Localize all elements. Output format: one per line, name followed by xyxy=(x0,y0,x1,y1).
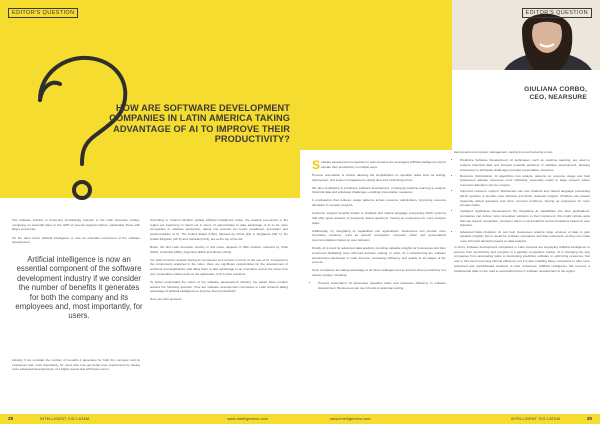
right-page xyxy=(300,0,600,424)
bullet-list xyxy=(312,281,446,290)
body-paragraph: deployments and system management, saving time and reducing errors. xyxy=(454,150,554,154)
list-item: • Intelligent Application Development: By integrating AI capabilities into their applications, companies can deliver more innovative solutions to their customers; this could include apps that use speech recognition, computer vision or personalized recommendations based on user behavior. xyxy=(460,209,590,228)
author-name: GIULIANA CORBO, xyxy=(524,86,587,93)
bullet-list xyxy=(454,158,590,244)
body-paragraph: Customer support benefits thanks to chatbots and natural language processing (NLP) systems that offer quick answers to frequently asked questions, freeing up employees for more complex tasks. xyxy=(312,211,446,225)
list-item: • Predictive Software Development: AI techniques, such as machine learning, are used to analyze historical data and forecast potential problems in software development, allowing businesses to anticipate challenges and take preventative measures. xyxy=(460,158,590,172)
drop-cap: S xyxy=(312,158,321,172)
page-footer xyxy=(0,414,300,424)
list-item: • Advanced Data Analytics: AI can help businesses analyze large volumes of data to gain valuable insights; this is useful for software companies and their customers, as they can make more informed decisions based on data analysis. xyxy=(460,230,590,244)
intro-paragraph: On the other hand, artificial intelligence is now an essential component of the software development xyxy=(12,235,140,245)
body-paragraph: Such companies are taking advantage of all these strategies and so improve their productivity in a variety of ways, including: xyxy=(312,268,446,278)
website-link[interactable]: www.intelligentcio.com xyxy=(227,417,268,421)
article-headline: HOW ARE SOFTWARE DEVELOPMENT COMPANIES IN LATIN AMERICA TAKING ADVANTAGE OF AI TO IMPROVE THEIR PRODUCTIVITY? xyxy=(109,103,290,145)
body-paragraph: For Latin America, despite having its economies at a turnout in terms of the use of AI, compared to the components analyzed in the index, there are significant opportunities for the development of solutions and applications that allow them to take advantage of an innovative and at the same time very competitive market such as the application of AI in their solutions. xyxy=(150,257,288,276)
list-item: • Resource Optimization: AI algorithms can analyze patterns on resource usage and help businesses allocate resources more efficiently, especially useful in large projects where resources allocation can be complex. xyxy=(460,174,590,188)
body-paragraph: In short, software development companies in Latin America are employing artificial intelligence to improve their productivity and compete in a globally competitive market. AI is changing the way companies from automating tasks to developing predictive software to optimizing resources. Not only is this trend improving internal efficiency, but it is also enabling these companies to offer more advanced and sophisticated solutions to their customers. Artificial intelligence has become a fundamental pillar on the road to successful future in software development in the region. xyxy=(454,245,590,273)
body-paragraph: According to ‘Informe Modelo’ update Artificial Intelligence Index, the leading economies in the region are beginning to stand out in terms of opportunities to take advantage of AI to be more competitive in software production, taking into account ten levels (readiness, innovation and implementation of AI. The United States (USA), followed by China (#1) to Singapore (SR 7), the United Kingdom (UK 8) and Canada (CA 9), are at the top of the list. xyxy=(150,218,288,241)
intro-column xyxy=(12,218,140,248)
intro-column-bottom xyxy=(12,358,140,376)
body-paragraph: To better understand the vision of the software development industry, we asked three modern leaders the following question: How are software development companies in Latin America taking advantage of artificial intelligence to improve their productivity? xyxy=(150,279,288,294)
answer-column-1 xyxy=(312,160,446,292)
page-footer xyxy=(300,414,600,424)
body-paragraph: industry if we consider the number of benefits it generates for both the company and its employees and, most importantly, for users who now get better user experiences by having more advanced developments, at a higher speed and with fewer errors. xyxy=(12,358,140,372)
publication-name: INTELLIGENT CIO LATAM xyxy=(510,417,560,421)
body-paragraph: Process automation is critical, allowing the simplification of repetitive tasks such as testing, deployment, and system management, saving time and minimizing errors. xyxy=(312,172,446,182)
page-number: 28 xyxy=(8,416,14,421)
body-paragraph: It emphasizes that reduces usage patterns across resource optimization, improving resource allocation in complex projects. xyxy=(312,198,446,208)
publication-name: INTELLIGENT CIO LATAM xyxy=(40,417,90,421)
yellow-header-block xyxy=(300,0,452,150)
list-item: • Process Automation: AI automates repetitive tasks and enhances efficiency in software development. Businesses can use AI tools to automate testing, xyxy=(318,281,446,290)
intro-paragraph: The software industry is becoming increasingly relevant in the Latin American market, occupying an essential place in the GDP of several regional nations, particularly those with larger economies. xyxy=(12,218,140,232)
author-block xyxy=(420,86,587,102)
author-role: CEO, NEARSURE xyxy=(529,94,587,101)
answer-column-2 xyxy=(454,150,590,277)
page-number: 29 xyxy=(586,416,592,421)
website-link[interactable]: www.intelligentcio.com xyxy=(330,417,371,421)
body-paragraph: Here are their answers. xyxy=(150,297,183,302)
section-tag: EDITOR'S QUESTION xyxy=(8,8,78,18)
body-paragraph: Brazil, the first Latin American country in this index, appears in 36th position, followed by Chile (53rd), Colombia (48th), Argentina (49th) and Mexico (51st). xyxy=(150,244,288,254)
body-paragraph: Additionally, by integrating AI capabilities into applications, businesses can provide more innovative solutions, such as speech recognition, computer vision and personalized recommendations based on user behavior. xyxy=(312,228,446,243)
body-paragraph: We also emphasize in predictive software development, employing machine learning to analyze historical data and anticipate challenges, enabling preventative measures. xyxy=(312,185,446,195)
list-item: • Improved customer support: Businesses can use chatbots and natural language processing (NLP) systems to provide more effective and faster customer support. Chatbots can answer frequently asked questions and solve common problems, freeing up employees for more complex tasks. xyxy=(460,189,590,208)
section-tag: EDITOR'S QUESTION xyxy=(522,8,592,18)
pull-quote: Artificial intelligence is now an essential component of the software development industry if we consider the number of benefits it generates for both the company and its employees and, most importantly, for users. xyxy=(15,255,143,321)
body-paragraph: Finally, AI is used for advanced data analysis, providing valuable insights for businesses and their customers facilitating more informed decision making. In short, AI is transforming the software development landscape in Latin America, increasing efficiency and quality at all stages of the process. xyxy=(312,246,446,265)
body-paragraph: Software development companies in Latin America are leveraging artificial intelligence (AI) to elevate their productivity in multiple ways. xyxy=(312,158,446,172)
body-column xyxy=(150,218,288,306)
